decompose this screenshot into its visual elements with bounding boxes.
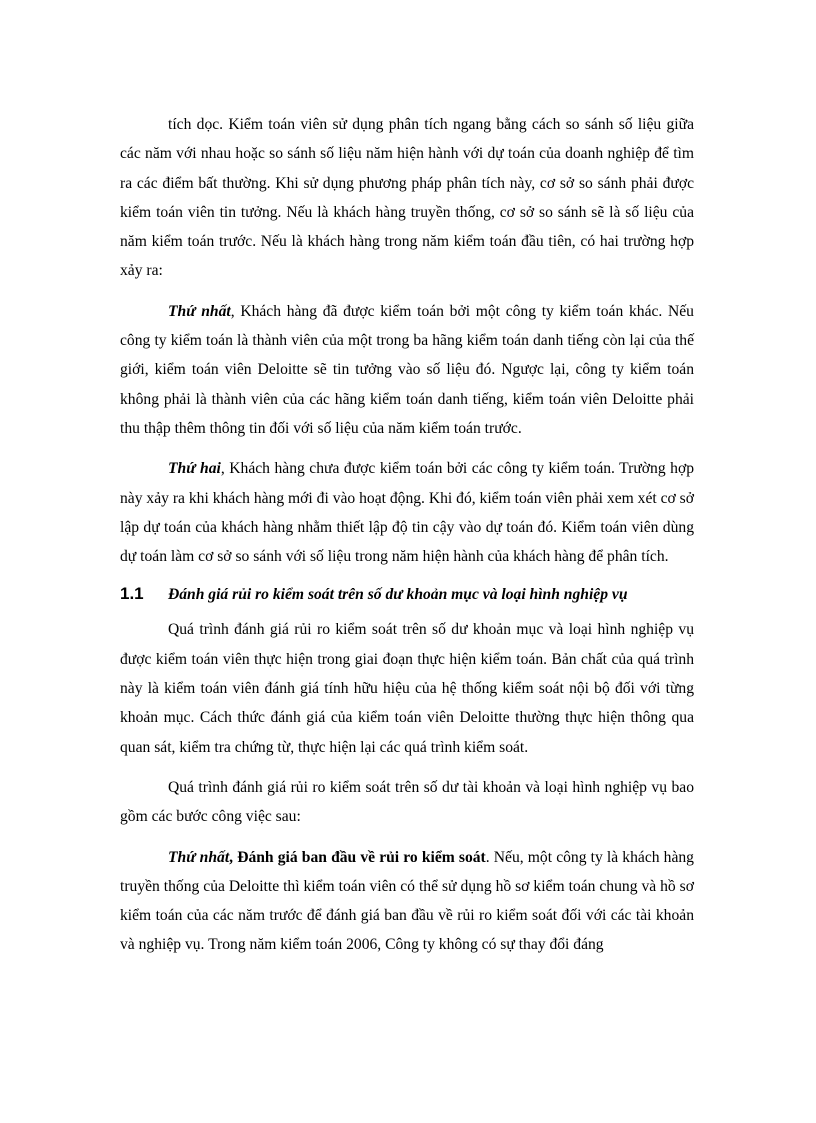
- paragraph-initial-assessment: [120, 843, 694, 960]
- section-heading: [120, 582, 694, 607]
- paragraph-text: , Khách hàng đã được kiểm toán bởi một công ty kiểm toán khác. Nếu công ty kiểm toán là thành viên của một trong ba hãng kiểm toán danh tiếng còn lại của thế giới, kiểm toán viên Deloitte sẽ tin tưởng vào số liệu đó. Ngược lại, công ty kiểm toán không phải là thành viên của các hãng kiểm toán danh tiếng, kiểm toán viên Deloitte phải thu thập thêm thông tin đối với số liệu của năm kiểm toán trước.: [120, 302, 694, 437]
- paragraph-first-case: [120, 297, 694, 443]
- paragraph-lead: Thứ nhất: [168, 302, 231, 320]
- section-title: Đánh giá rủi ro kiểm soát trên số dư khoản mục và loại hình nghiệp vụ: [168, 586, 628, 604]
- paragraph-bold-phrase: , Đánh giá ban đầu về rủi ro kiểm soát: [229, 848, 486, 866]
- section-number: 1.1: [120, 584, 144, 604]
- paragraph-control-risk-process: [120, 615, 694, 761]
- paragraph-text: tích dọc. Kiểm toán viên sử dụng phân tích ngang bằng cách so sánh số liệu giữa các năm với nhau hoặc so sánh số liệu năm hiện hành với dự toán của doanh nghiệp để tìm ra các điểm bất thường. Khi sử dụng phương pháp phân tích này, cơ sở so sánh phải được kiểm toán viên tin tưởng. Nếu là khách hàng truyền thống, cơ sở so sánh sẽ là số liệu của năm kiểm toán trước. Nếu là khách hàng trong năm kiểm toán đầu tiên, có hai trường hợp xảy ra:: [120, 116, 694, 280]
- page-body: [120, 110, 694, 960]
- paragraph-text: . Nếu, một công ty là khách hàng truyền thống của Deloitte thì kiểm toán viên có thể sử dụng hồ sơ kiểm toán chung và hồ sơ kiểm toán của các năm trước để đánh giá ban đầu về rủi ro kiểm soát đối với các tài khoản và nghiệp vụ. Trong năm kiểm toán 2006, Công ty không có sự thay đổi đáng: [120, 848, 694, 954]
- paragraph-text: , Khách hàng chưa được kiểm toán bởi các công ty kiểm toán. Trường hợp này xảy ra khi khách hàng mới đi vào hoạt động. Khi đó, kiểm toán viên phải xem xét cơ sở lập dự toán của khách hàng nhằm thiết lập độ tin cậy vào dự toán đó. Kiểm toán viên dùng dự toán làm cơ sở so sánh với số liệu trong năm hiện hành của khách hàng để phân tích.: [120, 460, 694, 566]
- paragraph-text: Quá trình đánh giá rủi ro kiểm soát trên số dư khoản mục và loại hình nghiệp vụ được kiểm toán viên thực hiện trong giai đoạn thực hiện kiểm toán. Bản chất của quá trình này là kiểm toán viên đánh giá tính hữu hiệu của hệ thống kiểm soát nội bộ đối với từng khoản mục. Cách thức đánh giá của kiểm toán viên Deloitte thường thực hiện thông qua quan sát, kiểm tra chứng từ, thực hiện lại các quá trình kiểm soát.: [120, 621, 694, 756]
- paragraph-horizontal-analysis: [120, 110, 694, 286]
- paragraph-second-case: [120, 454, 694, 571]
- paragraph-lead: Thứ nhất: [168, 848, 230, 866]
- paragraph-lead: Thứ hai: [168, 460, 221, 478]
- paragraph-steps-intro: [120, 773, 694, 832]
- paragraph-text: Quá trình đánh giá rủi ro kiểm soát trên số dư tài khoản và loại hình nghiệp vụ bao gồm các bước công việc sau:: [120, 778, 694, 826]
